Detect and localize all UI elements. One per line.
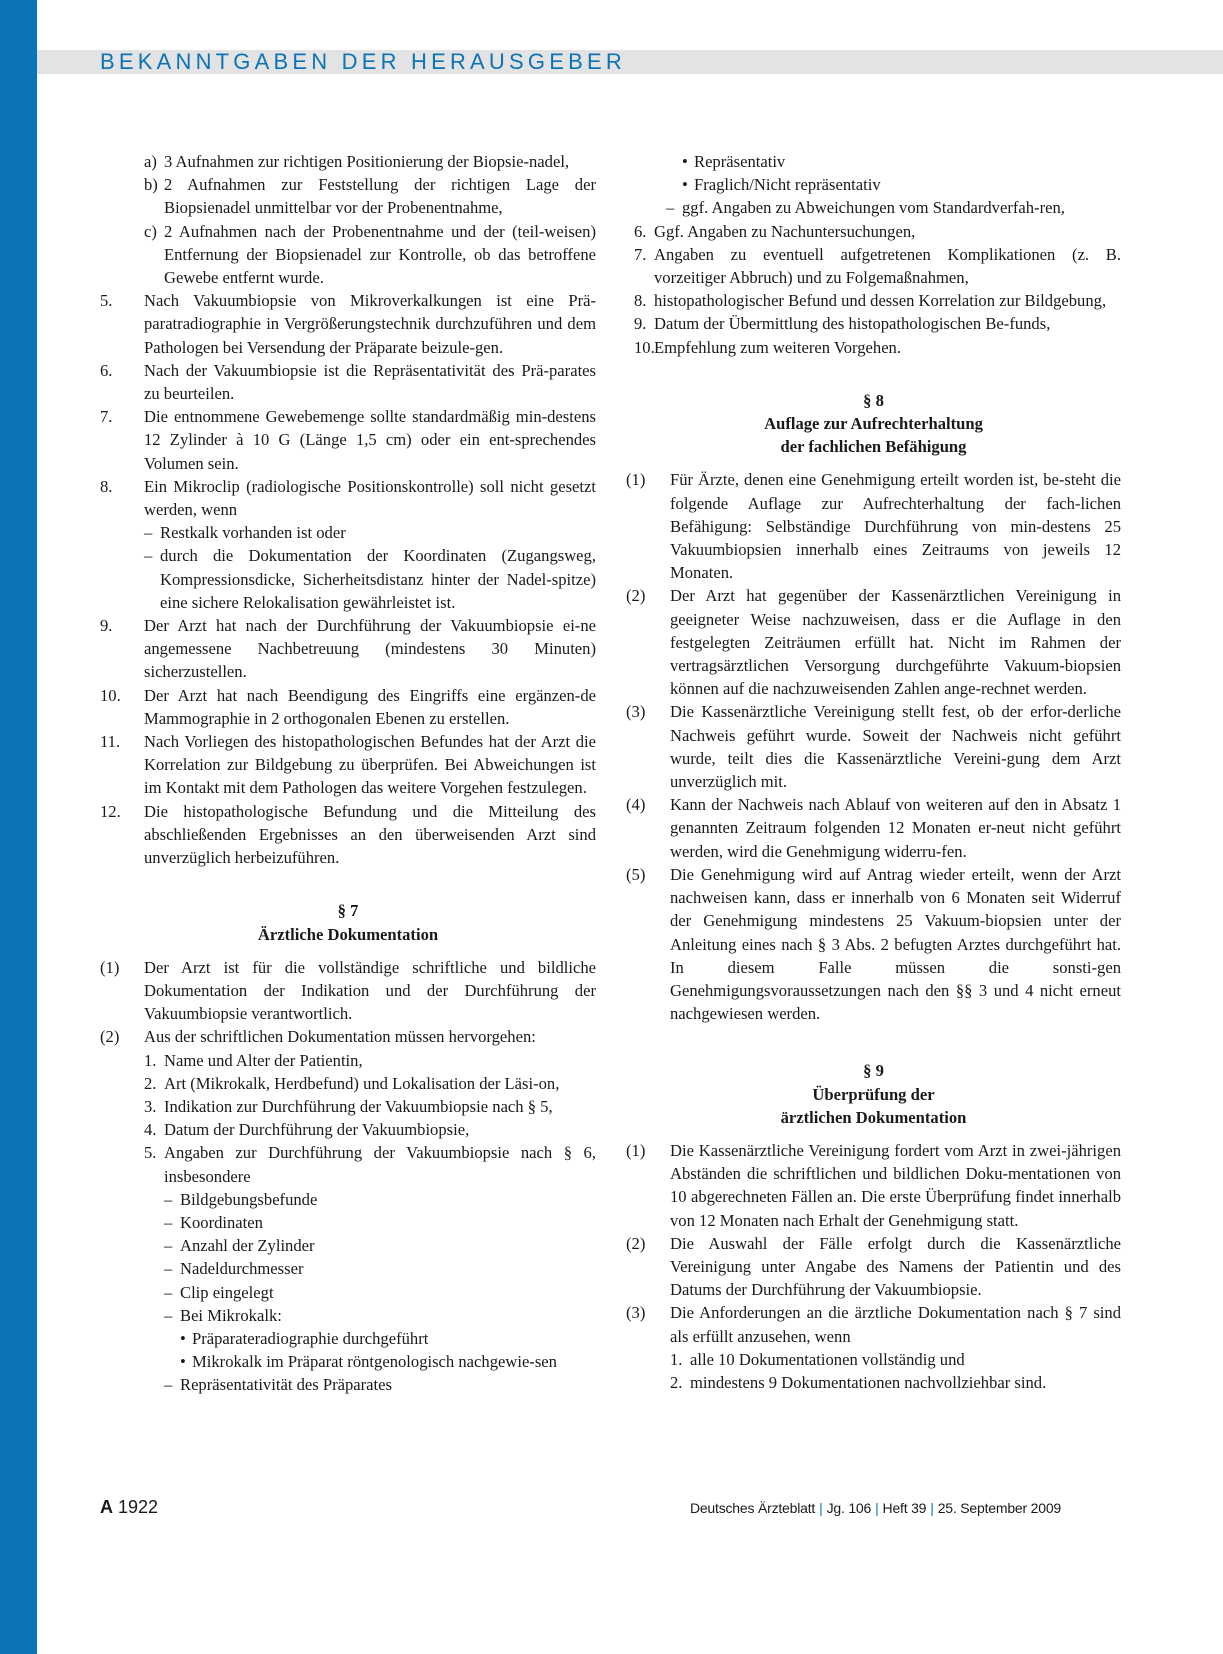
dash-item: – Bildgebungsbefunde: [164, 1189, 318, 1209]
section-number-7: § 7: [337, 901, 359, 921]
list-item-text: Der Arzt hat nach Beendigung des Eingriffs eine ergänzen-de Mammographie in 2 orthogonalen Ebenen zu erstellen.: [144, 685, 596, 728]
paragraph-text: Aus der schriftlichen Dokumentation müssen hervorgehen:: [144, 1027, 536, 1047]
bullet-item: • Fraglich/Nicht repräsentativ: [682, 175, 881, 195]
paragraph-7-2: [100, 1025, 596, 1396]
page-header-title: BEKANNTGABEN DER HERAUSGEBER: [100, 49, 626, 74]
side-color-bar: [0, 0, 37, 1654]
list-item-5: [100, 289, 596, 359]
paragraph-8-1: (1) Für Ärzte, denen eine Genehmigung erteilt worden ist, be-steht die folgende Auflage zur Aufrechterhaltung der fach-lichen Befähigung: Selbständige Durchführung von min-destens 25 Vakuumbiopsien innerhalb eines Zeitraums von jeweils 12 Monaten.: [626, 470, 1121, 583]
right-column: [626, 150, 1121, 1394]
paragraph-9-2: (2) Die Auswahl der Fälle erfolgt durch die Kassenärztliche Vereinigung unter Angabe des Namens der Patientin und des Datums der Durchführung der Vakuumbiopsie.: [626, 1233, 1121, 1300]
list-item-9: [100, 614, 596, 684]
paragraph-8-4: (4) Kann der Nachweis nach Ablauf von weiteren auf den in Absatz 1 genannten Zeitraum folgenden 12 Monaten er-neut nicht geführt werden, wird die Genehmigung widerru-fen.: [626, 795, 1121, 861]
journal-issue: Heft 39: [882, 1500, 927, 1516]
doc-list-item-8: 8. histopathologischer Befund und dessen Korrelation zur Bildgebung,: [634, 291, 1107, 311]
list-item-num: 5.: [100, 291, 113, 311]
dash-item: – Koordinaten: [164, 1212, 263, 1232]
dash-item: – Anzahl der Zylinder: [164, 1236, 315, 1256]
sub-item-c: [144, 220, 596, 290]
bullet-item: • Präparateradiographie durchgeführt: [180, 1328, 429, 1348]
paragraph-num: (2): [100, 1027, 120, 1047]
section-title-8-line1: Auflage zur Aufrechterhaltung: [764, 414, 983, 434]
spacer: [100, 869, 596, 899]
journal-volume: Jg. 106: [826, 1500, 872, 1516]
sub-item-b: [144, 173, 596, 219]
page-number: [100, 1497, 158, 1518]
doc-list-item-3: 3. Indikation zur Durchführung der Vakuumbiopsie nach § 5,: [144, 1096, 553, 1116]
list-item-num: 9.: [100, 616, 113, 636]
check-list-item-2: 2. mindestens 9 Dokumentationen nachvollziehbar sind.: [670, 1372, 1047, 1392]
dash-item: – Clip eingelegt: [164, 1282, 274, 1302]
journal-name: Deutsches Ärzteblatt: [689, 1500, 816, 1516]
section-number-9: § 9: [863, 1061, 884, 1081]
doc-list-item-9: 9. Datum der Übermittlung des histopathologischen Be-funds,: [634, 314, 1051, 334]
list-item-8: [100, 475, 596, 614]
sub-item-num: c): [144, 221, 157, 241]
list-item-text: Nach der Vakuumbiopsie ist die Repräsentativität des Prä-parates zu beurteilen.: [144, 360, 596, 404]
list-item-text: Nach Vorliegen des histopathologischen Befundes hat der Arzt die Korrelation zur Bildgebung zu überprüfen. Bei Abweichungen ist im Kontakt mit dem Pathologen das weitere Vorgehen festzulegen.: [144, 732, 596, 798]
paragraph-8-3: (3) Die Kassenärztliche Vereinigung stellt fest, ob der erfor-derliche Nachweis geführt wurde. Soweit der Nachweis nicht geführt wurde, teilt dies die Kassenärztliche Vereini-gung dem Arzt unverzüglich mit.: [626, 702, 1121, 792]
list-item-12: [100, 800, 596, 870]
dash-item: – durch die Dokumentation der Koordinaten (Zugangsweg, Kompressionsdicke, Sicherheitsdistanz hinter der Nadel-spitze) eine sichere Relokalisation gewährleistet ist.: [144, 544, 596, 614]
list-item-10: [100, 684, 596, 730]
list-item-num: 6.: [100, 360, 113, 380]
sub-item-a: [144, 150, 596, 173]
paragraph-num: (1): [100, 957, 120, 977]
journal-date: 25. September 2009: [937, 1500, 1061, 1516]
dash-item: – Nadeldurchmesser: [164, 1259, 304, 1279]
sub-item-num: a): [144, 152, 157, 171]
list-item-num: 12.: [100, 801, 121, 821]
list-item-text: Die histopathologische Befundung und die Mitteilung des abschließenden Ergebnisses an den überweisenden Arzt sind unverzüglich herbeizuführen.: [144, 801, 596, 868]
dash-item-text: Restkalk vorhanden ist oder: [160, 523, 346, 543]
journal-footer: Deutsches Ärzteblatt | Jg. 106 | Heft 39 | 25. September 2009: [689, 1500, 1061, 1516]
list-item-num: 11.: [100, 732, 121, 752]
paragraph-8-5: (5) Die Genehmigung wird auf Antrag wieder erteilt, wenn der Arzt nachweisen kann, dass er innerhalb von 6 Monaten seit Widerruf der Genehmigung mindestens 25 Vakuum-biopsien unter der Anleitung eines nach § 3 Abs. 2 befugten Arztes durchgeführt hat. In diesem Falle müssen die sonsti-gen Genehmigungsvoraussetzungen nach den §§ 3 und 4 nicht erneut nachgewiesen werden.: [626, 864, 1121, 1024]
dash-item: – Bei Mikrokalk: • Präparateradiographie durchgeführt • Mikrokalk im Präparat röntgenologisch nachgewie-sen: [164, 1304, 596, 1374]
doc-list-item-7: 7. Angaben zu eventuell aufgetretenen Komplikationen (z. B. vorzeitiger Abbruch) und zu Folgemaßnahmen,: [634, 244, 1121, 288]
doc-list-item-2: 2. Art (Mikrokalk, Herdbefund) und Lokalisation der Läsi-on,: [144, 1073, 560, 1093]
check-list-item-1: 1. alle 10 Dokumentationen vollständig und: [670, 1349, 965, 1369]
section-number-8: § 8: [863, 390, 884, 410]
paragraph-body: [144, 1025, 596, 1396]
dash-item: – ggf. Angaben zu Abweichungen vom Standardverfah-ren,: [666, 198, 1065, 218]
list-item-6: [100, 359, 596, 405]
doc-list-item-body: Angaben zur Durchführung der Vakuumbiopsie nach § 6, insbesondere – Bildgebungsbefunde – Koordinaten – Anzahl der Zylinder – Nadeldurchmesser – Clip eingelegt – Bei Mikrokalk: • Präparateradiographie durchgeführt • Mikrokalk im Präparat röntgenologisch nachgewie-sen – Repräsentativität des Präparates: [164, 1141, 596, 1396]
list-item-text: Die entnommene Gewebemenge sollte standardmäßig min-destens 12 Zylinder à 10 G (Länge 1,5 cm) oder ein ent-sprechendes Volumen sein.: [144, 407, 596, 473]
bullet-item: • Repräsentativ: [682, 152, 786, 171]
bullet-item: • Mikrokalk im Präparat röntgenologisch nachgewie-sen: [180, 1352, 557, 1372]
paragraph-9-1: (1) Die Kassenärztliche Vereinigung fordert vom Arzt in zwei-jährigen Abständen die schriftlichen und bildlichen Doku-mentationen von 10 abgerechneten Fällen an. Die erste Überprüfung findet innerhalb von 12 Monaten nach Erhalt der Genehmigung statt.: [626, 1140, 1121, 1230]
list-item-text: Ein Mikroclip (radiologische Positionskontrolle) soll nicht gesetzt werden, wenn: [144, 476, 596, 520]
dash-item: – Restkalk vorhanden ist oder: [144, 521, 596, 544]
sub-item-text: 2 Aufnahmen nach der Probenentnahme und der (teil-weisen) Entfernung der Biopsienadel zur Kontrolle, ob das betroffene Gewebe entfernt wurde.: [164, 221, 596, 288]
list-item-text: Der Arzt hat nach der Durchführung der Vakuumbiopsie ei-ne angemessene Nachbetreuung (mindestens 30 Minuten) sicherzustellen.: [144, 616, 596, 682]
page-number-value: 1922: [118, 1497, 159, 1517]
dash-item: – Repräsentativität des Präparates: [164, 1375, 392, 1395]
doc-list-item-4: 4. Datum der Durchführung der Vakuumbiopsie,: [144, 1120, 470, 1140]
list-item-num: 7.: [100, 407, 113, 427]
list-item-11: [100, 730, 596, 800]
paragraph-8-2: (2) Der Arzt hat gegenüber der Kassenärztlichen Vereinigung in geeigneter Weise nachzuweisen, dass er die Auflage in den festgelegten Zeiträumen erfüllt hat. Nicht im Rahmen der vertragsärztlichen Versorgung durchgeführte Vakuum-biopsien können auf die nachzuweisenden Zahlen ange-rechnet werden.: [626, 586, 1121, 699]
section-title-7: Ärztliche Dokumentation: [257, 924, 439, 944]
list-item-body: [144, 475, 596, 614]
list-item-text: Nach Vakuumbiopsie von Mikroverkalkungen ist eine Prä-paratradiographie in Vergrößerungstechnik durchzuführen und dem Pathologen bei Versendung der Präparate beizule-gen.: [144, 291, 596, 357]
continued-list: [626, 150, 1121, 220]
list-item-num: 10.: [100, 685, 121, 705]
list-item-num: 8.: [100, 476, 113, 496]
sub-list: [100, 150, 596, 289]
section-title-9-line1: Überprüfung der: [812, 1084, 935, 1104]
section-title-8-line2: der fachlichen Befähigung: [780, 437, 967, 457]
paragraph-7-1: [100, 956, 596, 1026]
sub-item-text: 2 Aufnahmen zur Feststellung der richtigen Lage der Biopsienadel unmittelbar vor der Probenentnahme,: [164, 175, 596, 218]
paragraph-text: Der Arzt ist für die vollständige schriftliche und bildliche Dokumentation der Indikation und der Durchführung der Vakuumbiopsie verantwortlich.: [144, 957, 596, 1024]
page-prefix: A: [100, 1497, 113, 1517]
sub-item-text: 3 Aufnahmen zur richtigen Positionierung der Biopsie-nadel,: [164, 152, 570, 171]
doc-list-item-6: 6. Ggf. Angaben zu Nachuntersuchungen,: [634, 221, 916, 241]
doc-list-item-5: 5. Angaben zur Durchführung der Vakuumbiopsie nach § 6, insbesondere – Bildgebungsbefunde – Koordinaten – Anzahl der Zylinder – Nadeldurchmesser – Clip eingelegt – Bei Mikrokalk: • Präparateradiographie durchgeführt • Mikrokalk im Präparat röntgenologisch nachgewie-sen – Repräsentativität des Präparates: [144, 1141, 596, 1396]
left-column: [100, 150, 596, 1397]
section-title-9-line2: ärztlichen Dokumentation: [780, 1107, 967, 1127]
doc-list-item-1: 1. Name und Alter der Patientin,: [144, 1050, 363, 1070]
sub-item-num: b): [144, 175, 158, 195]
spacer: [626, 1025, 1121, 1059]
dash-item-text: durch die Dokumentation der Koordinaten (Zugangsweg, Kompressionsdicke, Sicherheitsdistanz hinter der Nadel-spitze) eine sichere Relokalisation gewährleistet ist.: [160, 546, 596, 612]
paragraph-9-3: (3) Die Anforderungen an die ärztliche Dokumentation nach § 7 sind als erfüllt anzusehen, wenn 1. alle 10 Dokumentationen vollständig und 2. mindestens 9 Dokumentationen nachvollziehbar sind.: [626, 1301, 1121, 1394]
spacer: [626, 359, 1121, 389]
list-item-7: [100, 405, 596, 475]
doc-list-item-10: 10. Empfehlung zum weiteren Vorgehen.: [634, 337, 902, 357]
